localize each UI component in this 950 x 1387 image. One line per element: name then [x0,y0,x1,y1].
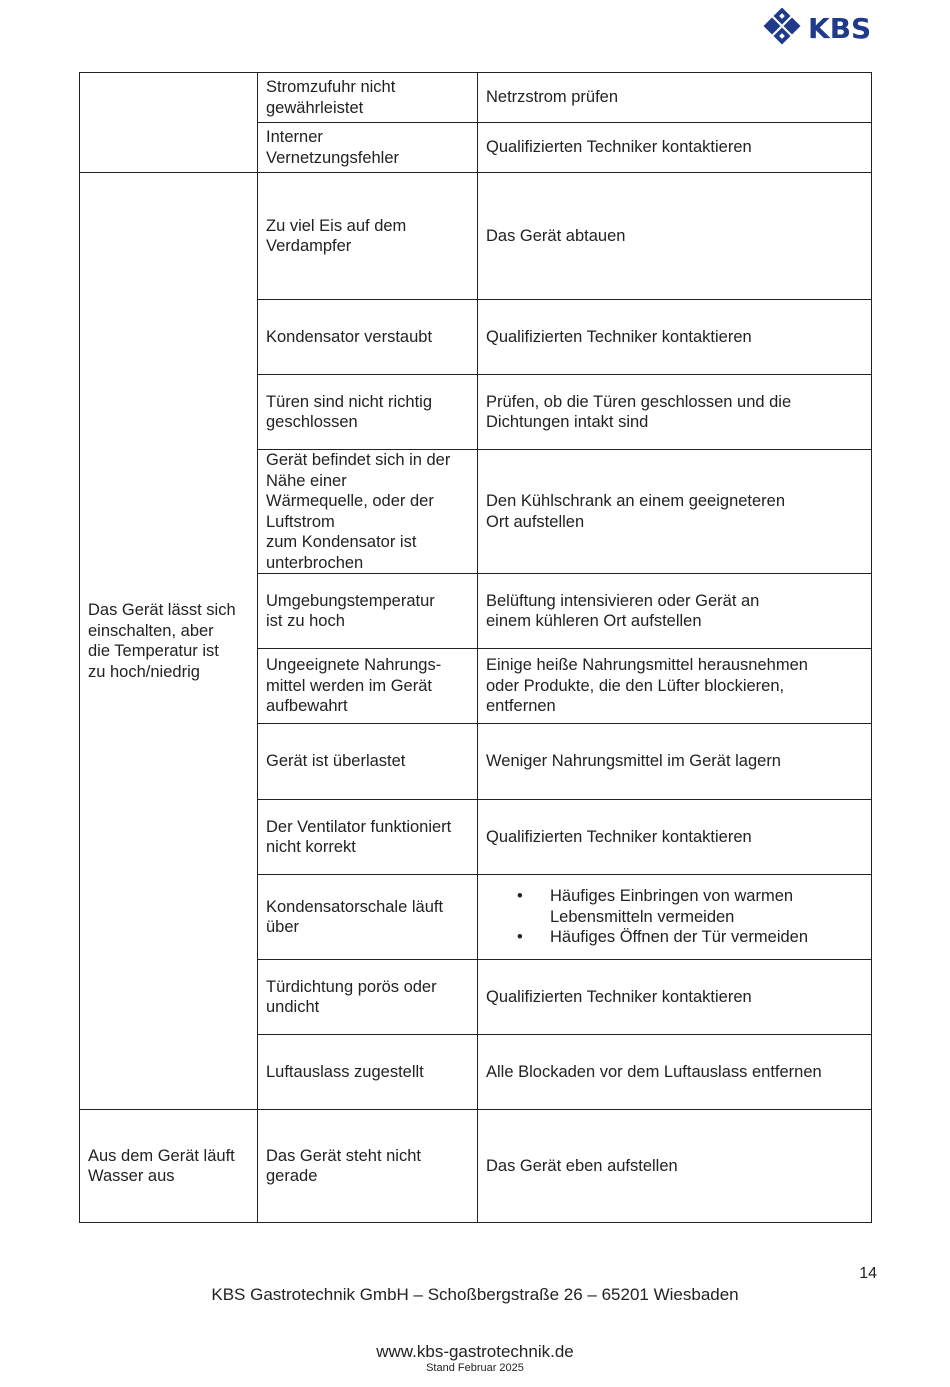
solution-cell: Weniger Nahrungsmittel im Gerät lagern [478,724,872,800]
cause-cell: Das Gerät steht nicht gerade [258,1110,478,1223]
table-row [80,73,872,123]
kbs-logo-icon [762,8,804,50]
cause-cell: Luftauslass zugestellt [258,1035,478,1110]
bullet-item: • Häufiges Öffnen der Tür vermeiden [550,927,863,948]
footer-stand: Stand Februar 2025 [426,1362,524,1374]
problem-cell: Das Gerät lässt sich einschalten, aber die Temperatur ist zu hoch/niedrig [80,173,258,1110]
solution-cell: Qualifizierten Techniker kontaktieren [478,800,872,875]
solution-cell: Das Gerät eben aufstellen [478,1110,872,1223]
cause-cell: Umgebungstemperatur ist zu hoch [258,574,478,649]
table-row [80,173,872,300]
bullet-list [486,886,863,948]
cause-cell: Kondensator verstaubt [258,300,478,375]
table-row [80,1110,872,1223]
solution-cell: Netrzstrom prüfen [478,73,872,123]
footer-website: www.kbs-gastrotechnik.de [376,1342,574,1361]
kbs-logo [762,8,880,52]
solution-cell: Qualifizierten Techniker kontaktieren [478,123,872,173]
cause-cell: Interner Vernetzungsfehler [258,123,478,173]
cause-cell: Gerät ist überlastet [258,724,478,800]
problem-cell-empty [80,73,258,173]
cause-cell: Der Ventilator funktioniert nicht korrekt [258,800,478,875]
solution-cell: Einige heiße Nahrungsmittel herausnehmen oder Produkte, die den Lüfter blockieren, entfernen [478,649,872,724]
page-number: 14 [859,1265,877,1282]
solution-cell: Den Kühlschrank an einem geeigneteren Ort aufstellen [478,450,872,574]
cause-cell: Zu viel Eis auf dem Verdampfer [258,173,478,300]
kbs-logo-text: KBS [808,12,872,45]
cause-cell: Ungeeignete Nahrungs- mittel werden im Gerät aufbewahrt [258,649,478,724]
solution-cell: Qualifizierten Techniker kontaktieren [478,960,872,1035]
solution-cell: Das Gerät abtauen [478,173,872,300]
cause-cell: Gerät befindet sich in der Nähe einer Wärmequelle, oder der Luftstrom zum Kondensator ist unterbrochen [258,450,478,574]
troubleshooting-table [79,72,872,1223]
solution-cell: Qualifizierten Techniker kontaktieren [478,300,872,375]
problem-cell: Aus dem Gerät läuft Wasser aus [80,1110,258,1223]
solution-cell: Belüftung intensivieren oder Gerät an einem kühleren Ort aufstellen [478,574,872,649]
solution-cell: Alle Blockaden vor dem Luftauslass entfernen [478,1035,872,1110]
footer-company: KBS Gastrotechnik GmbH – Schoßbergstraße 26 – 65201 Wiesbaden [211,1285,739,1304]
cause-cell: Türen sind nicht richtig geschlossen [258,375,478,450]
cause-cell: Kondensatorschale läuft über [258,875,478,960]
bullet-item: • Häufiges Einbringen von warmen Lebensmitteln vermeiden [550,886,863,927]
solution-cell: Prüfen, ob die Türen geschlossen und die Dichtungen intakt sind [478,375,872,450]
cause-cell: Türdichtung porös oder undicht [258,960,478,1035]
cause-cell: Stromzufuhr nicht gewährleistet [258,73,478,123]
solution-cell [478,875,872,960]
